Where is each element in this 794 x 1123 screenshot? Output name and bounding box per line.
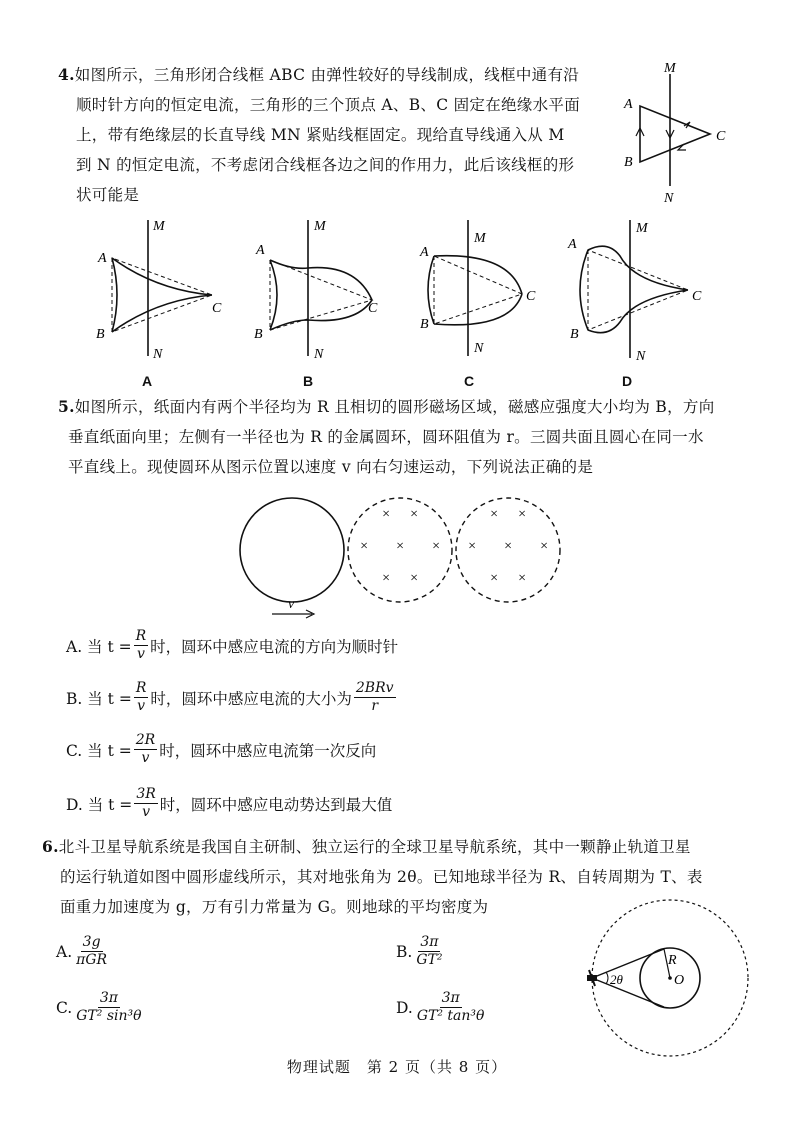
q6-option-a[interactable]: A. $\frac{3g}{\text{πGR}}$ xyxy=(56,934,108,968)
field-marks xyxy=(359,507,548,586)
svg-text:M: M xyxy=(636,221,648,236)
q6-option-c[interactable]: C. $\frac{3\pi}{\text{GT² sin³θ}}$ xyxy=(56,990,142,1024)
svg-text:N: N xyxy=(153,347,163,362)
label-M: M xyxy=(664,61,676,76)
svg-text:N: N xyxy=(474,341,484,356)
question-number: 4. xyxy=(58,65,75,84)
question-5-text xyxy=(58,392,758,482)
q5-option-b[interactable]: B. 当 t = $\frac{R}{v}$ 时，圆环中感应电流的大小为 $\frac{\text{2BRv}}{r}$ xyxy=(66,680,394,714)
svg-text:C: C xyxy=(526,289,536,304)
svg-text:×: × xyxy=(467,539,477,554)
fraction: $\frac{3\pi}{\text{GT²}}$ xyxy=(416,934,443,968)
svg-text:×: × xyxy=(517,571,527,586)
svg-text:×: × xyxy=(409,507,419,522)
svg-text:A: A xyxy=(420,245,429,260)
svg-text:×: × xyxy=(489,571,499,586)
fraction: $\frac{3\pi}{\text{GT² sin³θ}}$ xyxy=(76,990,142,1024)
question-number: 6. xyxy=(42,837,59,856)
q4-option-b-label[interactable]: B xyxy=(303,373,314,389)
q4-line-4: 到 N 的恒定电流，不考虑闭合线框各边之间的作用力，此后该线框的形 xyxy=(76,156,575,174)
svg-text:×: × xyxy=(489,507,499,522)
svg-text:A: A xyxy=(256,243,265,258)
fraction: $\frac{3g}{\text{πGR}}$ xyxy=(76,934,108,968)
label-O: O xyxy=(674,973,685,988)
fraction: $\frac{2R}{v}$ xyxy=(135,732,156,766)
q4-option-d-label[interactable]: D xyxy=(622,373,633,389)
label-C: C xyxy=(716,129,726,144)
q6-line-2: 的运行轨道如图中圆形虚线所示，其对地张角为 2θ。已知地球半径为 R、自转周期为 T、表 xyxy=(60,868,703,886)
metal-ring xyxy=(240,498,344,602)
fraction: $\frac{R}{v}$ xyxy=(135,628,147,662)
svg-text:B: B xyxy=(570,327,579,342)
svg-text:C: C xyxy=(368,301,378,316)
label-A: A xyxy=(624,97,633,112)
label-R: R xyxy=(668,953,677,968)
q4-option-c-label[interactable]: C xyxy=(464,373,475,389)
svg-text:×: × xyxy=(431,539,441,554)
q4-option-c-figure xyxy=(418,216,568,366)
svg-text:B: B xyxy=(96,327,105,342)
fraction: $\frac{R}{v}$ xyxy=(135,680,147,714)
fraction: $\frac{3\pi}{\text{GT² tan³θ}}$ xyxy=(416,990,485,1024)
svg-text:N: N xyxy=(314,347,324,362)
svg-text:M: M xyxy=(314,219,326,234)
q6-orbit-figure xyxy=(584,904,754,1054)
svg-text:C: C xyxy=(692,289,702,304)
svg-text:B: B xyxy=(254,327,263,342)
page-footer: 物理试题 第 2 页（共 8 页） xyxy=(286,1058,508,1076)
svg-text:A: A xyxy=(98,251,107,266)
q4-line-2: 顺时针方向的恒定电流，三角形的三个顶点 A、B、C 固定在绝缘水平面 xyxy=(76,96,580,114)
q6-line-1: 6.北斗卫星导航系统是我国自主研制、独立运行的全球卫星导航系统，其中一颗静止轨道卫星 xyxy=(42,837,691,856)
label-B: B xyxy=(624,155,633,170)
svg-text:C: C xyxy=(212,301,222,316)
q4-line-5: 状可能是 xyxy=(76,186,140,204)
q4-option-a-figure xyxy=(86,216,236,366)
q5-option-d[interactable]: D. 当 t = $\frac{3R}{v}$ 时，圆环中感应电动势达到最大值 xyxy=(66,786,393,820)
q5-option-a[interactable]: A. 当 t = $\frac{R}{v}$ 时，圆环中感应电流的方向为顺时针 xyxy=(66,628,399,662)
svg-text:M: M xyxy=(474,231,486,246)
q4-option-a-label[interactable]: A xyxy=(142,373,153,389)
q4-line-1: 4.如图所示，三角形闭合线框 ABC 由弹性较好的导线制成，线框中通有沿 xyxy=(58,65,580,84)
svg-text:×: × xyxy=(381,571,391,586)
q5-figure xyxy=(236,494,566,622)
fraction: $\frac{\text{2BRv}}{r}$ xyxy=(355,680,394,714)
velocity-label: v xyxy=(288,597,295,612)
svg-text:A: A xyxy=(568,237,577,252)
q6-option-b[interactable]: B. $\frac{3\pi}{\text{GT²}}$ xyxy=(396,934,443,968)
svg-text:N: N xyxy=(636,349,646,364)
label-angle: 2θ xyxy=(610,972,623,987)
fraction: $\frac{3R}{v}$ xyxy=(136,786,156,820)
q4-reference-figure xyxy=(618,62,738,212)
svg-text:×: × xyxy=(359,539,369,554)
svg-text:×: × xyxy=(409,571,419,586)
q6-line-3: 面重力加速度为 g，万有引力常量为 G。则地球的平均密度为 xyxy=(60,898,489,916)
q5-line-1: 5.如图所示，纸面内有两个半径均为 R 且相切的圆形磁场区域，磁感应强度大小均为 B，方向 xyxy=(58,397,715,416)
svg-text:×: × xyxy=(517,507,527,522)
question-4-text xyxy=(58,60,618,210)
label-N: N xyxy=(664,191,674,206)
question-number: 5. xyxy=(58,397,75,416)
svg-text:×: × xyxy=(539,539,549,554)
q5-option-c[interactable]: C. 当 t = $\frac{2R}{v}$ 时，圆环中感应电流第一次反向 xyxy=(66,732,377,766)
satellite-icon xyxy=(587,970,597,986)
q5-line-2: 垂直纸面向里；左侧有一半径也为 R 的金属圆环，圆环阻值为 r。三圆共面且圆心在同一水 xyxy=(68,428,704,446)
q6-option-d[interactable]: D. $\frac{3\pi}{\text{GT² tan³θ}}$ xyxy=(396,990,485,1024)
q4-line-3: 上，带有绝缘层的长直导线 MN 紧贴线框固定。现给直导线通入从 M xyxy=(76,126,565,144)
svg-text:B: B xyxy=(420,317,429,332)
svg-text:M: M xyxy=(153,219,165,234)
svg-text:×: × xyxy=(503,539,513,554)
svg-text:×: × xyxy=(381,507,391,522)
svg-text:×: × xyxy=(395,539,405,554)
q4-option-d-figure xyxy=(568,216,728,366)
q4-option-b-figure xyxy=(252,216,402,366)
q5-line-3: 平直线上。现使圆环从图示位置以速度 v 向右匀速运动，下列说法正确的是 xyxy=(68,458,594,476)
